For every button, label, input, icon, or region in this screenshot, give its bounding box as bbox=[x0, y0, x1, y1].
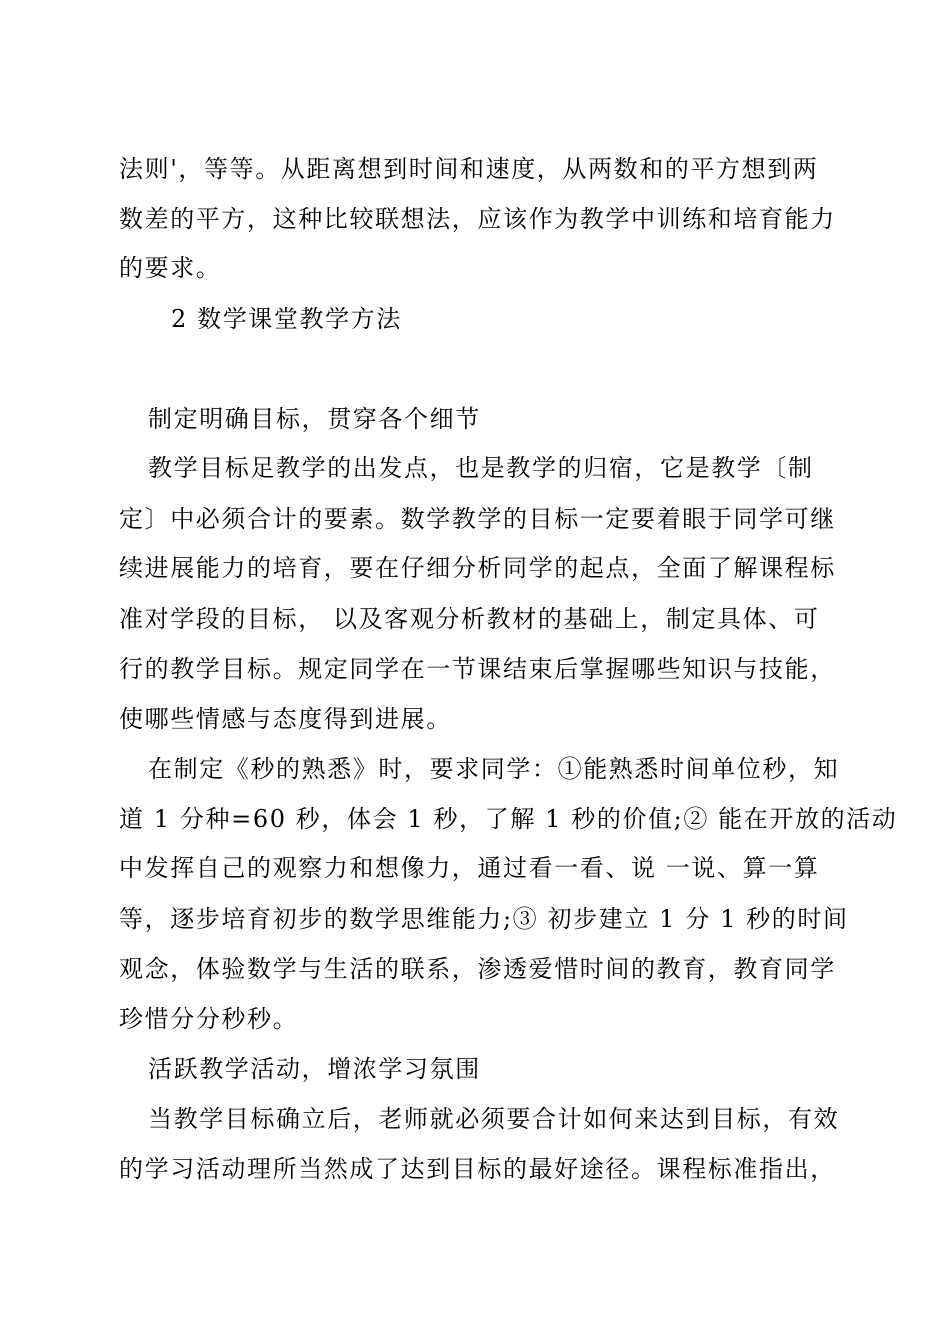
paragraph-line: 数差的平方，这种比较联想法，应该作为教学中训练和培育能力 bbox=[119, 205, 836, 233]
subsection-heading: 活跃教学活动，增浓学习氛围 bbox=[148, 1055, 481, 1083]
paragraph-line: 准对学段的目标， 以及客观分析教材的基础上，制定具体、可 bbox=[119, 605, 820, 633]
paragraph-line: 珍惜分分秒秒。 bbox=[119, 1005, 299, 1033]
paragraph-line: 观念，体验数学与生活的联系，渗透爱惜时间的教育，教育同学 bbox=[119, 955, 836, 983]
section-heading: 2 数学课堂教学方法 bbox=[171, 305, 402, 333]
paragraph-line: 定〕中必须合计的要素。数学教学的目标一定要着眼于同学可继 bbox=[119, 505, 836, 533]
paragraph-line: 法则'，等等。从距离想到时间和速度，从两数和的平方想到两 bbox=[119, 155, 819, 183]
paragraph-line: 等，逐步培育初步的数学思维能力;③ 初步建立 1 分 1 秒的时间 bbox=[119, 905, 849, 933]
paragraph-line: 当教学目标确立后，老师就必须要合计如何来达到目标，有效 bbox=[148, 1105, 840, 1133]
paragraph-line: 行的教学目标。规定同学在一节课结束后掌握哪些知识与技能， bbox=[119, 655, 836, 683]
paragraph-line: 中发挥自己的观察力和想像力，通过看一看、说 一说、算一算 bbox=[119, 854, 820, 882]
paragraph-line: 的学习活动理所当然成了达到目标的最好途径。课程标准指出， bbox=[119, 1155, 836, 1183]
paragraph-line: 使哪些情感与态度得到进展。 bbox=[119, 705, 452, 733]
paragraph-line: 的要求。 bbox=[119, 254, 222, 282]
paragraph-line: 教学目标足教学的出发点，也是教学的归宿，它是教学〔制 bbox=[148, 454, 814, 482]
paragraph-line: 在制定《秒的熟悉》时，要求同学：①能熟悉时间单位秒，知 bbox=[148, 755, 840, 783]
subsection-heading: 制定明确目标，贯穿各个细节 bbox=[148, 405, 481, 433]
paragraph-line: 道 1 分种=60 秒，体会 1 秒，了解 1 秒的价值;② 能在开放的活动 bbox=[119, 805, 898, 833]
paragraph-line: 续进展能力的培育，要在仔细分析同学的起点，全面了解课程标 bbox=[119, 554, 836, 582]
